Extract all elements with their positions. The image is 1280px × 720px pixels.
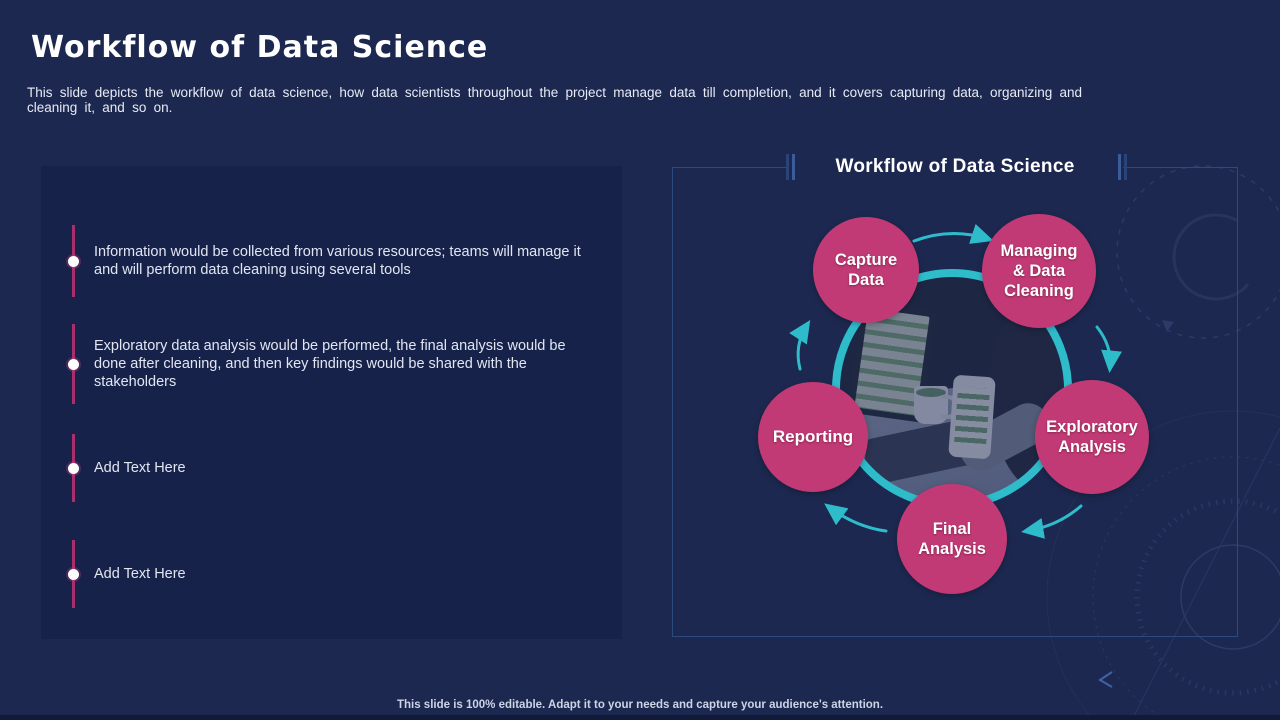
bullet-text: Information would be collected from various resources; teams will manage it and will perform data cleaning using several tools (94, 244, 581, 278)
node-managing-data-cleaning (982, 214, 1096, 328)
node-label-line: Analysis (1058, 438, 1126, 456)
node-label-line: Final (932, 520, 972, 538)
list-item (72, 225, 599, 297)
node-label-line: & Data (1012, 262, 1066, 280)
diagram-title-text: Workflow of Data Science (819, 154, 1090, 180)
bullet-dot-icon (68, 569, 79, 580)
bullet-marker (72, 434, 75, 502)
bullet-dot-icon (68, 256, 79, 267)
node-label-line: Analysis (918, 540, 986, 558)
add-text-placeholder[interactable]: Add Text Here (94, 460, 186, 476)
list-item (72, 540, 599, 608)
bullet-marker (72, 324, 75, 404)
bullet-marker (72, 540, 75, 608)
node-label-line: Exploratory (1046, 418, 1138, 436)
bullet-dot-icon (68, 463, 79, 474)
bullet-text: Exploratory data analysis would be performed, the final analysis would be done after cleaning, and then key findings would be shared with the stakeholders (94, 338, 566, 390)
node-reporting (758, 382, 868, 492)
node-label-line: Reporting (772, 427, 854, 446)
chevron-decoration-icon (1100, 672, 1112, 687)
bottom-bar (0, 715, 1280, 720)
slide-subtitle: This slide depicts the workflow of data science, how data scientists throughout the project manage data till completion, and it covers capturing data, organizing and cleaning it, and so on. (27, 85, 1083, 115)
page-title: Workflow of Data Science (31, 30, 489, 65)
node-exploratory-analysis (1035, 380, 1149, 494)
bullet-marker (72, 225, 75, 297)
add-text-placeholder[interactable]: Add Text Here (94, 566, 186, 582)
bullet-dot-icon (68, 359, 79, 370)
list-item (72, 324, 599, 404)
content-panel (41, 166, 622, 639)
node-label-line: Managing (1000, 242, 1078, 260)
node-capture-data (813, 217, 919, 323)
node-final-analysis (897, 484, 1007, 594)
diagram-title (673, 154, 1237, 180)
node-label-line: Capture (834, 251, 898, 269)
list-item (72, 434, 599, 502)
node-label-line: Cleaning (1004, 282, 1074, 300)
node-label-line: Data (848, 271, 884, 289)
footer-note: This slide is 100% editable. Adapt it to your needs and capture your audience's attention. (396, 699, 884, 711)
